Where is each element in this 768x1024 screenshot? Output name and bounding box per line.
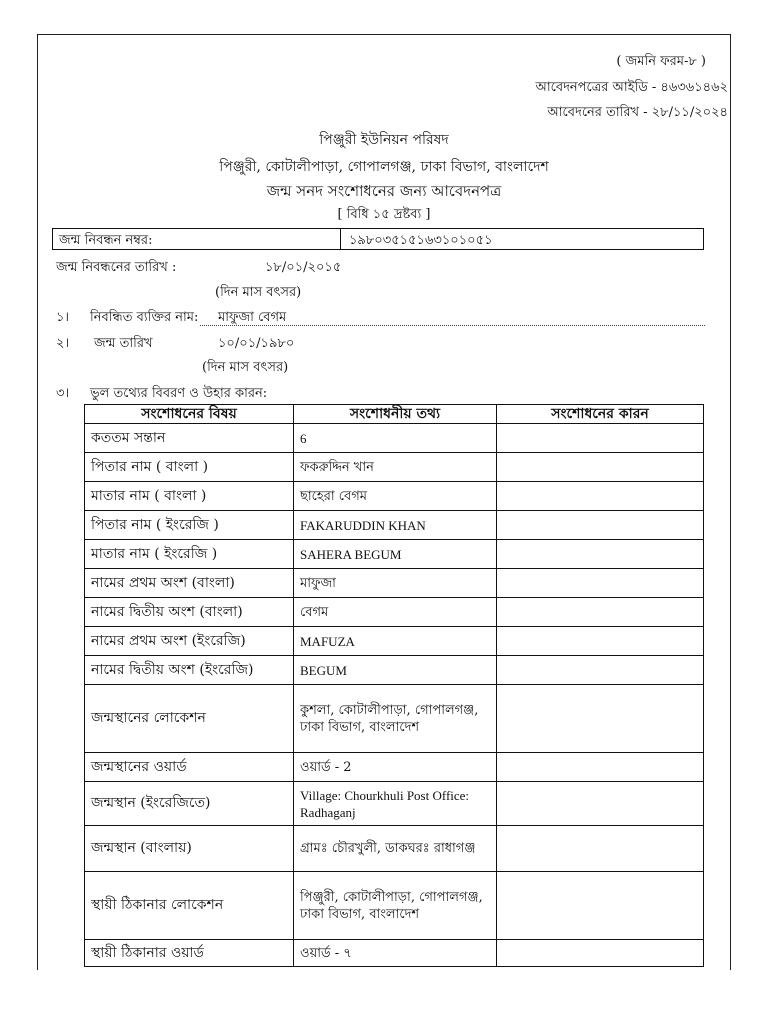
reason-cell (497, 656, 704, 685)
subject-cell: নামের প্রথম অংশ (বাংলা) (85, 569, 294, 598)
table-row (85, 424, 704, 453)
info-cell: ছাহেরা বেগম (294, 482, 497, 511)
reason-cell (497, 598, 704, 627)
table-row (85, 482, 704, 511)
registration-number-label: জন্ম নিবন্ধন নম্বর: (53, 229, 341, 249)
item-3-number: ৩। (56, 386, 70, 401)
registration-number-value: ১৯৮০৩৫১৫১৬৩১০১০৫১ (349, 233, 493, 248)
header-subject: সংশোধনের বিষয় (85, 405, 294, 424)
subject-cell: জন্মস্থান (ইংরেজিতে) (85, 782, 294, 826)
registered-name-label: নিবন্ধিত ব্যক্তির নাম: (90, 310, 199, 325)
registered-name-value: মাফুজা বেগম (218, 310, 287, 325)
table-row (85, 540, 704, 569)
reason-cell (497, 872, 704, 940)
subject-cell: স্থায়ী ঠিকানার লোকেশন (85, 872, 294, 940)
table-row (85, 453, 704, 482)
info-cell: BEGUM (294, 656, 497, 685)
reason-cell (497, 782, 704, 826)
info-cell: কুশলা, কোটালীপাড়া, গোপালগঞ্জ, ঢাকা বিভাগ, বাংলাদেশ (294, 685, 497, 753)
item-2-number: ২। (56, 336, 70, 351)
info-cell: ওয়ার্ড - ৭ (294, 940, 497, 967)
subject-cell: নামের দ্বিতীয় অংশ (বাংলা) (85, 598, 294, 627)
subject-cell: পিতার নাম ( বাংলা ) (85, 453, 294, 482)
table-row (85, 753, 704, 782)
table-header-row (85, 405, 704, 424)
reason-cell (497, 453, 704, 482)
subject-cell: কততম সন্তান (85, 424, 294, 453)
info-cell: FAKARUDDIN KHAN (294, 511, 497, 540)
reason-cell (497, 540, 704, 569)
info-cell: SAHERA BEGUM (294, 540, 497, 569)
application-id: আবেদনপত্রের আইডি - ৪৬৩৬১৪৬২ (535, 80, 728, 95)
header-reason: সংশোধনের কারন (497, 405, 704, 424)
info-cell: গ্রামঃ চৌরখুলী, ডাকঘরঃ রাধাগঞ্জ (294, 826, 497, 872)
subject-cell: জন্মস্থানের ওয়ার্ড (85, 753, 294, 782)
subject-cell: মাতার নাম ( ইংরেজি ) (85, 540, 294, 569)
info-cell: পিঞ্জুরী, কোটালীপাড়া, গোপালগঞ্জ, ঢাকা বিভাগ, বাংলাদেশ (294, 872, 497, 940)
reason-cell (497, 569, 704, 598)
table-row (85, 627, 704, 656)
item-1-number: ১। (56, 310, 70, 325)
table-row (85, 569, 704, 598)
reason-cell (497, 511, 704, 540)
table-row (85, 685, 704, 753)
subject-cell: স্থায়ী ঠিকানার ওয়ার্ড (85, 940, 294, 967)
reason-cell (497, 940, 704, 967)
reason-cell (497, 424, 704, 453)
correction-details-label: ভুল তথ্যের বিবরণ ও উহার কারন: (90, 386, 268, 401)
info-cell: ওয়ার্ড - 2 (294, 753, 497, 782)
application-date: আবেদনের তারিখ - ২৮/১১/২০২৪ (547, 105, 728, 120)
registration-date-label: জন্ম নিবন্ধনের তারিখ : (56, 260, 177, 275)
info-cell: MAFUZA (294, 627, 497, 656)
table-row (85, 872, 704, 940)
birth-date-format: (দিন মাস বৎসর) (202, 360, 289, 375)
name-dotted-line (200, 325, 705, 326)
rule-reference: [ বিধি ১৫ দ্রষ্টব্য ] (337, 207, 431, 222)
subject-cell: পিতার নাম ( ইংরেজি ) (85, 511, 294, 540)
form-title: জন্ম সনদ সংশোধনের জন্য আবেদনপত্র (266, 182, 502, 200)
form-number: ( জমনি ফরম-৮ ) (616, 54, 706, 69)
table-row (85, 511, 704, 540)
reason-cell (497, 627, 704, 656)
table-row (85, 826, 704, 872)
info-cell: বেগম (294, 598, 497, 627)
table-row (85, 940, 704, 967)
office-name: পিঞ্জুরী ইউনিয়ন পরিষদ (319, 132, 449, 148)
birth-date-value: ১০/০১/১৯৮০ (218, 336, 295, 351)
reason-cell (497, 482, 704, 511)
birth-date-label: জন্ম তারিখ (94, 336, 153, 351)
table-row (85, 598, 704, 627)
office-address: পিঞ্জুরী, কোটালীপাড়া, গোপালগঞ্জ, ঢাকা বিভাগ, বাংলাদেশ (219, 159, 549, 175)
table-row (85, 656, 704, 685)
subject-cell: নামের দ্বিতীয় অংশ (ইংরেজি) (85, 656, 294, 685)
subject-cell: নামের প্রথম অংশ (ইংরেজি) (85, 627, 294, 656)
info-cell: মাফুজা (294, 569, 497, 598)
info-cell: ফকরুদ্দিন খান (294, 453, 497, 482)
reason-cell (497, 685, 704, 753)
registration-date-format: (দিন মাস বৎসর) (215, 285, 302, 300)
reason-cell (497, 753, 704, 782)
subject-cell: জন্মস্থান (বাংলায়) (85, 826, 294, 872)
correction-table (84, 404, 704, 967)
info-cell: 6 (294, 424, 497, 453)
header-info: সংশোধনীয় তথ্য (294, 405, 497, 424)
registration-date-value: ১৮/০১/২০১৫ (265, 260, 342, 275)
subject-cell: জন্মস্থানের লোকেশন (85, 685, 294, 753)
reason-cell (497, 826, 704, 872)
subject-cell: মাতার নাম ( বাংলা ) (85, 482, 294, 511)
registration-number-box (52, 228, 704, 250)
table-row (85, 782, 704, 826)
info-cell: Village: Chourkhuli Post Office: Radhaganj (294, 782, 497, 826)
